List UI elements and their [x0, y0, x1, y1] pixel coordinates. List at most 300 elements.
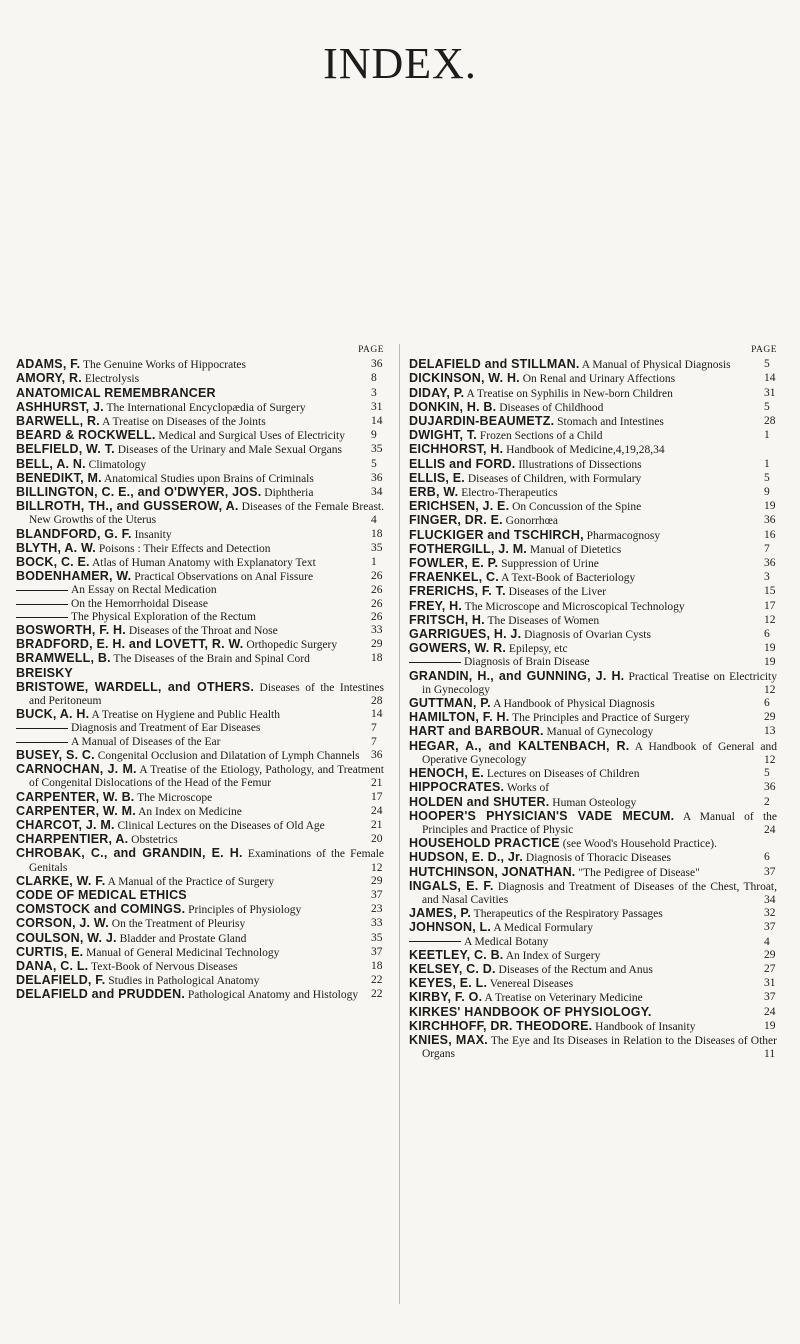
index-entry: [409, 837, 777, 851]
entry-page-number: 35: [371, 931, 383, 944]
index-entry: [16, 429, 384, 443]
entry-title: Diseases of the Rectum and Anus: [495, 963, 653, 976]
index-entry: [409, 443, 777, 457]
index-entry: [16, 372, 384, 386]
entry-page-number: 16: [764, 528, 776, 541]
entry-author: CARPENTER, W. M.: [16, 803, 136, 818]
entry-page-number: 36: [371, 471, 383, 484]
entry-author: DWIGHT, T.: [409, 428, 477, 443]
entry-author: BILLINGTON, C. E., and O'DWYER, JOS.: [16, 485, 262, 500]
entry-title: A Handbook of General and Operative Gynecology: [422, 740, 777, 766]
entry-page-number: 1: [371, 556, 377, 569]
index-entry: [16, 681, 384, 708]
entry-page-number: 36: [764, 557, 776, 570]
entry-title: Diagnosis of Thoracic Diseases: [523, 852, 672, 865]
entry-author: INGALS, E. F.: [409, 878, 494, 893]
index-entry: [16, 708, 384, 722]
entry-author: GOWERS, W. R.: [409, 641, 507, 656]
entry-page-number: 1: [764, 457, 770, 470]
entry-page-number: 18: [371, 652, 383, 665]
entry-author: CHARCOT, J. M.: [16, 817, 115, 832]
entry-title: Lectures on Diseases of Children: [483, 768, 640, 781]
ditto-dash: [16, 742, 68, 743]
entry-page-number: 21: [371, 777, 383, 790]
entry-author: DIDAY, P.: [409, 385, 465, 400]
ditto-dash: [409, 662, 461, 663]
entry-page-number: 2: [764, 795, 770, 808]
entry-page-number: 7: [371, 735, 377, 748]
entry-author: HAMILTON, F. H.: [409, 710, 510, 725]
index-entry: [16, 722, 384, 735]
entry-author: KELSEY, C. D.: [409, 961, 496, 976]
entry-title: Obstetrics: [128, 834, 178, 847]
entry-author: CLARKE, W. F.: [16, 873, 106, 888]
entry-page-number: 13: [764, 725, 776, 738]
entry-author: BLANDFORD, G. F.: [16, 526, 132, 541]
entry-title: A Treatise on Diseases of the Joints: [99, 416, 266, 429]
entry-author: ELLIS, E.: [409, 470, 465, 485]
entry-author: HOOPER'S PHYSICIAN'S VADE MECUM.: [409, 808, 675, 823]
entry-page-number: 4: [764, 935, 770, 948]
entry-title: Handbook of Medicine,4,19,28,34: [503, 444, 665, 457]
index-entry: [409, 500, 777, 514]
entry-author: FRAENKEL, C.: [409, 570, 499, 585]
entry-author: BELL, A. N.: [16, 456, 86, 471]
index-entry: [409, 796, 777, 810]
index-entry: [409, 557, 777, 571]
entry-page-number: 22: [371, 974, 383, 987]
entry-page-number: 19: [764, 500, 776, 513]
entry-page-number: 12: [371, 861, 383, 874]
entry-author: DELAFIELD and PRUDDEN.: [16, 987, 185, 1002]
entry-author: DICKINSON, W. H.: [409, 371, 520, 386]
entry-page-number: 35: [371, 443, 383, 456]
entry-title: Frozen Sections of a Child: [476, 430, 603, 443]
entry-page-number: 22: [371, 988, 383, 1001]
entry-title: Diseases of the Urinary and Male Sexual Organs: [114, 444, 343, 457]
entry-page-number: 5: [764, 471, 770, 484]
entry-title: Manual of Dietetics: [526, 543, 622, 556]
index-entry: [409, 429, 777, 443]
entry-title: Diseases of Children, with Formulary: [464, 472, 642, 485]
entry-page-number: 36: [764, 781, 776, 794]
entry-page-number: 37: [764, 921, 776, 934]
entry-author: BRAMWELL, B.: [16, 651, 111, 666]
entry-title: The International Encyclopædia of Surgery: [103, 401, 306, 414]
entry-author: KIRBY, F. O.: [409, 990, 483, 1005]
entry-title: Diseases of Childhood: [496, 401, 604, 414]
entry-author: AMORY, R.: [16, 371, 82, 386]
index-entry: [409, 387, 777, 401]
entry-page-number: 3: [764, 571, 770, 584]
entry-title: Practical Observations on Anal Fissure: [131, 571, 314, 584]
index-entry: [16, 875, 384, 889]
entry-page-number: 12: [764, 613, 776, 626]
entry-title: The Eye and Its Diseases in Relation to the Diseases of Other Organs: [422, 1034, 777, 1061]
index-entry: [409, 697, 777, 711]
entry-author: ELLIS and FORD.: [409, 456, 516, 471]
index-entry: [409, 585, 777, 599]
entry-page-number: 5: [764, 767, 770, 780]
entry-title: A Treatise of the Etiology, Pathology, and Treatment of Congenital Dislocations of the Head of the Femur: [29, 764, 384, 790]
entry-author: BODENHAMER, W.: [16, 569, 132, 584]
entry-author: BELFIELD, W. T.: [16, 442, 115, 457]
index-entry: [16, 500, 384, 527]
ditto-dash: [16, 617, 68, 618]
entry-title: An Essay on Rectal Medication: [71, 584, 217, 597]
entry-title: On the Hemorrhoidal Disease: [71, 597, 209, 610]
entry-author: DANA, C. L.: [16, 958, 89, 973]
entry-author: HEGAR, A., and KALTENBACH, R.: [409, 738, 630, 753]
entry-title: A Text-Book of Bacteriology: [498, 572, 636, 585]
entry-title: (see Wood's Household Practice).: [559, 838, 717, 851]
entry-author: BUSEY, S. C.: [16, 747, 95, 762]
index-entry: [409, 1020, 777, 1034]
entry-title: Gonorrhœa: [502, 515, 559, 528]
entry-author: EICHHORST, H.: [409, 442, 504, 457]
entry-page-number: 14: [371, 708, 383, 721]
entry-title: Venereal Diseases: [487, 978, 574, 991]
index-entry: [409, 415, 777, 429]
entry-title: A Manual of the Practice of Surgery: [105, 875, 275, 888]
entry-title: Epilepsy, etc: [506, 643, 568, 656]
entry-title: Diphtheria: [261, 487, 314, 500]
index-entry: [16, 791, 384, 805]
entry-title: Pharmacognosy: [583, 529, 661, 542]
entry-page-number: 5: [764, 400, 770, 413]
entry-title: Manual of General Medicinal Technology: [83, 946, 280, 959]
entry-page-number: 31: [764, 386, 776, 399]
entry-author: JOHNSON, L.: [409, 920, 492, 935]
entry-page-number: 37: [764, 991, 776, 1004]
entry-page-number: 14: [764, 372, 776, 385]
index-entry: [16, 387, 384, 401]
entry-author: BLYTH, A. W.: [16, 540, 96, 555]
index-entry: [409, 991, 777, 1005]
entry-title: Insanity: [131, 528, 172, 541]
entry-page-number: 36: [764, 514, 776, 527]
index-entry: [16, 749, 384, 763]
entry-title: Diagnosis of Brain Disease: [464, 656, 590, 669]
index-entry: [16, 652, 384, 666]
index-entry: [16, 917, 384, 931]
index-entry: [409, 486, 777, 500]
index-entry: [409, 670, 777, 697]
entry-page-number: 9: [371, 429, 377, 442]
entry-page-number: 28: [371, 695, 383, 708]
entry-page-number: 24: [764, 1005, 776, 1018]
entry-page-number: 24: [764, 823, 776, 836]
entry-title: A Treatise on Syphilis in New-born Children: [464, 387, 673, 400]
entry-page-number: 37: [371, 888, 383, 901]
entry-title: Congenital Occlusion and Dilatation of Lymph Channels: [94, 749, 360, 762]
entry-title: An Index of Surgery: [503, 949, 601, 962]
entry-author: BRADFORD, E. H. and LOVETT, R. W.: [16, 637, 244, 652]
entry-page-number: 36: [371, 358, 383, 371]
entry-author: BUCK, A. H.: [16, 707, 90, 722]
entry-title: Electro-Therapeutics: [458, 487, 558, 500]
page-column-label: PAGE: [358, 345, 384, 355]
entry-title: Practical Treatise on Electricity in Gynecology: [422, 670, 777, 696]
entry-title: The Genuine Works of Hippocrates: [80, 359, 246, 372]
index-entry: [409, 963, 777, 977]
entry-title: The Microscope and Microscopical Technology: [462, 600, 685, 613]
entry-page-number: 6: [764, 628, 770, 641]
entry-author: BREISKY: [16, 665, 73, 680]
entry-title: On Concussion of the Spine: [509, 501, 642, 514]
entry-author: KIRKES' HANDBOOK OF PHYSIOLOGY.: [409, 1004, 652, 1019]
entry-page-number: 24: [371, 804, 383, 817]
entry-title: Climatology: [85, 458, 147, 471]
entry-title: Atlas of Human Anatomy with Explanatory Text: [89, 557, 316, 570]
entry-title: Suppression of Urine: [498, 558, 599, 571]
index-entry: [16, 960, 384, 974]
entry-page-number: 4: [371, 514, 377, 527]
entry-author: GUTTMAN, P.: [409, 696, 491, 711]
entry-author: GARRIGUES, H. J.: [409, 627, 522, 642]
entry-page-number: 27: [764, 962, 776, 975]
entry-author: FOWLER, E. P.: [409, 556, 499, 571]
index-entry: [409, 543, 777, 557]
index-entry: [16, 667, 384, 681]
entry-page-number: 19: [764, 656, 776, 669]
ditto-dash: [409, 941, 461, 942]
index-entry: [16, 946, 384, 960]
entry-title: "The Pedigree of Disease": [575, 866, 700, 879]
entry-page-number: 17: [764, 599, 776, 612]
entry-author: BENEDIKT, M.: [16, 470, 102, 485]
entry-author: BILLROTH, TH., and GUSSEROW, A.: [16, 499, 239, 514]
entry-author: FRITSCH, H.: [409, 612, 485, 627]
index-entry: [16, 401, 384, 415]
entry-page-number: 7: [371, 722, 377, 735]
index-entry: [409, 472, 777, 486]
index-entry: [409, 851, 777, 865]
index-entry: [409, 614, 777, 628]
page-column-label: PAGE: [751, 345, 777, 355]
index-entry: [409, 514, 777, 528]
entry-author: CHROBAK, C., and GRANDIN, E. H.: [16, 846, 243, 861]
entry-title: Text-Book of Nervous Diseases: [88, 960, 238, 973]
entry-title: Pathological Anatomy and Histology: [185, 989, 359, 1002]
index-entry: [16, 556, 384, 570]
entry-page-number: 14: [371, 415, 383, 428]
index-entry: [16, 472, 384, 486]
entry-page-number: 34: [371, 486, 383, 499]
entry-title: The Physical Exploration of the Rectum: [71, 610, 256, 623]
index-entry: [16, 570, 384, 584]
entry-page-number: 12: [764, 683, 776, 696]
page-title: INDEX.: [323, 39, 477, 88]
index-entry: [409, 1006, 777, 1020]
entry-author: HUDSON, E. D., Jr.: [409, 850, 524, 865]
entry-page-number: 21: [371, 818, 383, 831]
entry-author: HENOCH, E.: [409, 766, 484, 781]
entry-title: Handbook of Insanity: [592, 1020, 696, 1033]
entry-title: Anatomical Studies upon Brains of Criminals: [101, 472, 314, 485]
entry-page-number: 26: [371, 610, 383, 623]
index-entry: [409, 921, 777, 935]
entry-title: A Manual of Physical Diagnosis: [579, 359, 731, 372]
index-entry: [409, 949, 777, 963]
entry-title: On Renal and Urinary Affections: [519, 373, 676, 386]
entry-page-number: 17: [371, 790, 383, 803]
index-entry: [409, 880, 777, 907]
index-entry: [409, 600, 777, 614]
index-entry: [16, 833, 384, 847]
index-entry: [409, 372, 777, 386]
entry-page-number: 33: [371, 917, 383, 930]
entry-title: A Treatise on Veterinary Medicine: [482, 992, 643, 1005]
ditto-dash: [16, 728, 68, 729]
entry-author: DELAFIELD, F.: [16, 973, 106, 988]
entry-page-number: 9: [764, 486, 770, 499]
entry-page-number: 5: [371, 457, 377, 470]
entry-title: A Medical Formulary: [491, 922, 593, 935]
entry-author: BOSWORTH, F. H.: [16, 623, 126, 638]
entry-page-number: 6: [764, 851, 770, 864]
entry-author: BOCK, C. E.: [16, 555, 90, 570]
entry-author: FREY, H.: [409, 598, 462, 613]
entry-title: Diseases of the Intestines and Peritoneum: [29, 681, 384, 708]
entry-page-number: 12: [764, 753, 776, 766]
entry-author: FINGER, DR. E.: [409, 513, 503, 528]
entry-page-number: 19: [764, 1019, 776, 1032]
index-entry: [409, 977, 777, 991]
entry-title: Diseases of the Throat and Nose: [125, 625, 278, 638]
index-entry: [16, 847, 384, 874]
entry-title: The Microscope: [134, 791, 213, 804]
entry-title: A Manual of the Principles and Practice of Physic: [422, 810, 778, 836]
index-entry: [16, 542, 384, 556]
entry-title: On the Treatment of Pleurisy: [108, 918, 246, 931]
entry-author: FRERICHS, F. T.: [409, 584, 506, 599]
index-entry: [409, 458, 777, 472]
entry-title: A Medical Botany: [464, 935, 549, 948]
index-entry: [16, 624, 384, 638]
entry-page-number: 7: [764, 542, 770, 555]
index-entry: [409, 642, 777, 656]
entry-author: JAMES, P.: [409, 906, 472, 921]
left-column: [16, 344, 384, 1003]
entry-author: DONKIN, H. B.: [409, 399, 497, 414]
entry-page-number: 28: [764, 415, 776, 428]
entry-title: Therapeutics of the Respiratory Passages: [471, 908, 663, 921]
index-entry: [409, 781, 777, 795]
index-entry: [409, 725, 777, 739]
entry-page-number: 6: [764, 697, 770, 710]
index-entry: [16, 988, 384, 1002]
entry-page-number: 37: [371, 945, 383, 958]
entry-author: BARWELL, R.: [16, 414, 100, 429]
entry-title: Medical and Surgical Uses of Electricity: [155, 430, 345, 443]
index-entry: [16, 528, 384, 542]
entry-title: Diseases of the Female Breast. New Growths of the Uterus: [29, 501, 384, 527]
index-entry: [16, 932, 384, 946]
entry-page-number: 20: [371, 833, 383, 846]
entry-author: ASHHURST, J.: [16, 399, 104, 414]
index-entry: [16, 358, 384, 372]
entry-author: CHARPENTIER, A.: [16, 832, 129, 847]
index-entry: [409, 358, 777, 372]
index-entry: [16, 415, 384, 429]
index-entry: [409, 907, 777, 921]
entry-author: FLUCKIGER and TSCHIRCH,: [409, 527, 584, 542]
entry-page-number: 29: [371, 874, 383, 887]
entry-page-number: 29: [371, 638, 383, 651]
entry-author: HOUSEHOLD PRACTICE: [409, 836, 560, 851]
right-column: [409, 344, 777, 1061]
entry-page-number: 34: [764, 893, 776, 906]
entry-page-number: 18: [371, 527, 383, 540]
entry-author: KNIES, MAX.: [409, 1032, 488, 1047]
entry-author: DUJARDIN-BEAUMETZ.: [409, 414, 555, 429]
entry-title: Works of: [504, 782, 550, 795]
entry-title: Diagnosis and Treatment of Ear Diseases: [71, 722, 261, 735]
entry-title: A Handbook of Physical Diagnosis: [490, 698, 655, 711]
entry-title: Illustrations of Dissections: [515, 458, 642, 471]
index-entry: [16, 763, 384, 790]
entry-author: HIPPOCRATES.: [409, 780, 505, 795]
entry-author: ERB, W.: [409, 485, 459, 500]
entry-page-number: 37: [764, 865, 776, 878]
entry-page-number: 3: [371, 386, 377, 399]
entry-page-number: 29: [764, 948, 776, 961]
entry-author: HOLDEN and SHUTER.: [409, 794, 550, 809]
index-entry: [409, 767, 777, 781]
entry-title: Diseases of the Liver: [505, 586, 607, 599]
entry-title: Principles of Physiology: [185, 904, 302, 917]
index-entry: [16, 584, 384, 597]
entry-page-number: 19: [764, 642, 776, 655]
entry-author: CORSON, J. W.: [16, 916, 109, 931]
entry-author: CURTIS, E.: [16, 944, 84, 959]
index-entry: [409, 1034, 777, 1061]
entry-page-number: 32: [764, 907, 776, 920]
index-entry: [16, 889, 384, 903]
entry-page-number: 11: [764, 1048, 776, 1061]
entry-page-number: 15: [764, 585, 776, 598]
entry-title: Diagnosis of Ovarian Cysts: [521, 629, 651, 642]
entry-page-number: 36: [371, 748, 383, 761]
entry-title: Clinical Lectures on the Diseases of Old Age: [114, 819, 325, 832]
entry-title: Bladder and Prostate Gland: [116, 932, 247, 945]
entry-title: A Treatise on Hygiene and Public Health: [89, 709, 280, 722]
entry-title: Electrolysis: [81, 373, 140, 386]
entry-title: The Diseases of Women: [484, 614, 600, 627]
index-entry: [409, 866, 777, 880]
index-entry: [16, 819, 384, 833]
entry-page-number: 5: [764, 358, 770, 371]
ditto-dash: [16, 604, 68, 605]
entry-page-number: 23: [371, 903, 383, 916]
entry-author: KEETLEY, C. B.: [409, 947, 504, 962]
entry-title: Orthopedic Surgery: [243, 639, 338, 652]
index-entry: [16, 486, 384, 500]
entry-author: ANATOMICAL REMEMBRANCER: [16, 385, 216, 400]
entry-page-number: 26: [371, 584, 383, 597]
entry-page-number: 31: [371, 400, 383, 413]
index-entry: [409, 571, 777, 585]
entry-author: FOTHERGILL, J. M.: [409, 541, 527, 556]
entry-page-number: 18: [371, 959, 383, 972]
entry-title: The Principles and Practice of Surgery: [509, 712, 690, 725]
entry-page-number: 35: [371, 541, 383, 554]
index-entry: [16, 598, 384, 611]
index-entry: [409, 628, 777, 642]
entry-author: COULSON, W. J.: [16, 930, 117, 945]
index-entry: [16, 458, 384, 472]
